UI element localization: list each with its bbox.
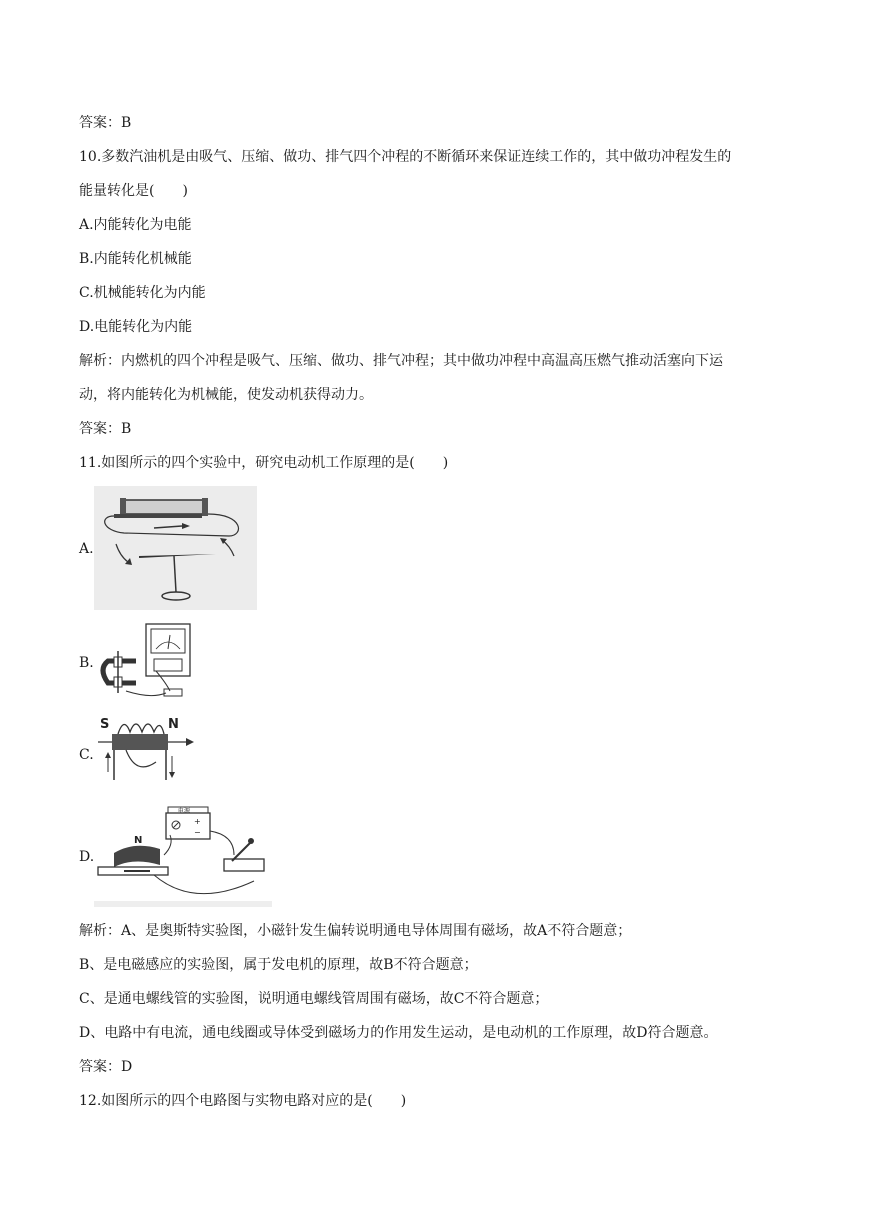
question-10-line-2: 能量转化是( ) [79, 183, 188, 199]
option-b: B.内能转化机械能 [79, 251, 192, 267]
power-box-label: 电源 [178, 808, 191, 815]
figure-b-induction [96, 621, 196, 703]
option-d: D.电能转化为内能 [79, 319, 193, 335]
explanation-11-line-1: 解析：A、是奥斯特实验图，小磁针发生偏转说明通电导体周围有磁场，故A不符合题意； [79, 923, 632, 939]
explanation-11-line-2: B、是电磁感应的实验图，属于发电机的原理，故B不符合题意； [79, 957, 478, 973]
answer-10: 答案：B [79, 421, 132, 437]
question-10-line-1: 10.多数汽油机是由吸气、压缩、做功、排气四个冲程的不断循环来保证连续工作的，其中做功冲程发生的 [79, 149, 732, 165]
figure-d-motor [94, 805, 272, 909]
explanation-11-line-3: C、是通电螺线管的实验图，说明通电螺线管周围有磁场，故C不符合题意； [79, 991, 549, 1007]
explanation-11-line-4: D、电路中有电流，通电线圈或导体受到磁场力的作用发生运动，是电动机的工作原理，故D符合题意。 [79, 1025, 718, 1041]
figure-a-oersted [94, 486, 257, 610]
plus-sign: + [194, 817, 201, 826]
figure-d-label: D. [79, 849, 95, 865]
option-a: A.内能转化为电能 [79, 217, 192, 233]
figure-b-label: B. [79, 655, 94, 671]
answer-9: 答案：B [79, 115, 132, 131]
figure-c-label: C. [79, 747, 94, 763]
magnet-n-label: N [134, 835, 143, 846]
label-s: S [100, 717, 110, 732]
answer-11: 答案：D [79, 1059, 133, 1075]
figure-c-solenoid [96, 712, 196, 790]
explanation-10-line-2: 动，将内能转化为机械能，使发动机获得动力。 [79, 387, 373, 403]
option-c: C.机械能转化为内能 [79, 285, 206, 301]
question-11: 11.如图所示的四个实验中，研究电动机工作原理的是( ) [79, 455, 449, 471]
label-n: N [168, 717, 179, 732]
figure-a-label: A. [79, 541, 94, 557]
minus-sign: − [194, 828, 201, 837]
question-12: 12.如图所示的四个电路图与实物电路对应的是( ) [79, 1093, 407, 1109]
explanation-10-line-1: 解析：内燃机的四个冲程是吸气、压缩、做功、排气冲程；其中做功冲程中高温高压燃气推动活塞向下运 [79, 353, 723, 369]
